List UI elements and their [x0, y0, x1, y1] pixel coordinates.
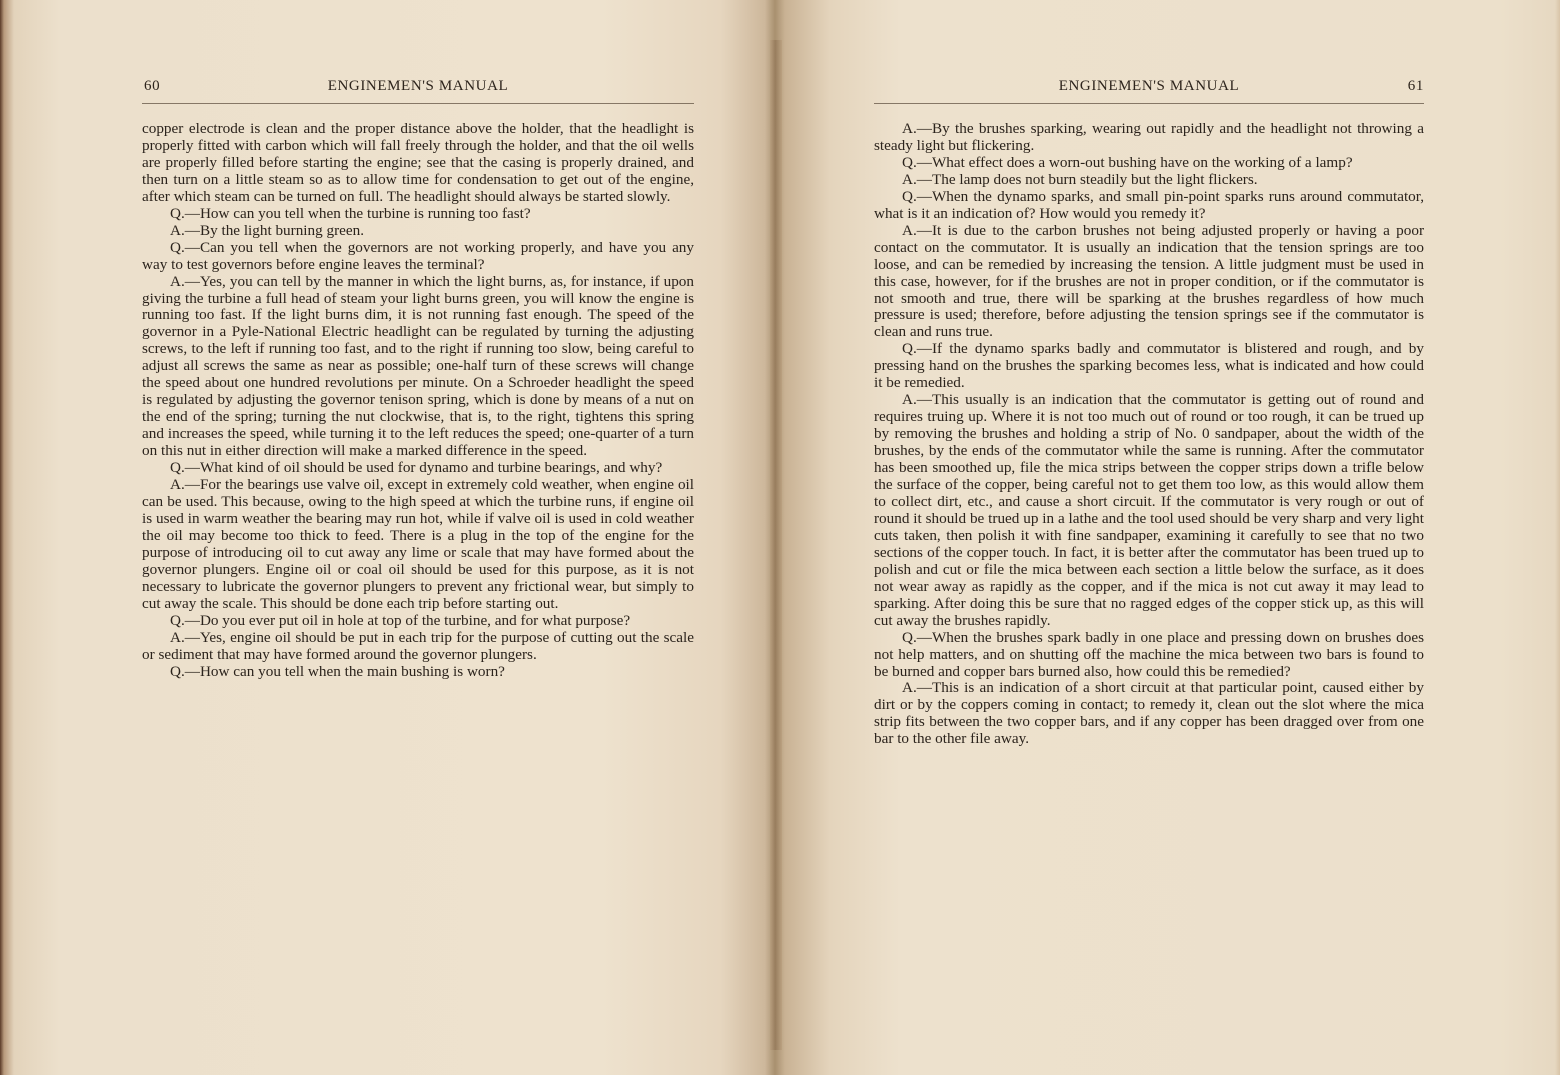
question: Q.—When the dynamo sparks, and small pin-point sparks runs around commutator, what is it an indication of? How would you remedy it?	[874, 187, 1424, 222]
page-number: 60	[144, 78, 161, 94]
question: Q.—How can you tell when the turbine is running too fast?	[170, 204, 531, 222]
left-page-body	[142, 121, 694, 680]
question: Q.—If the dynamo sparks badly and commutator is blistered and rough, and by pressing hand on the brushes the sparking becomes less, what is indicated and how could it be remedied.	[874, 340, 1424, 392]
question: Q.—Can you tell when the governors are not working properly, and have you any way to test governors before engine leaves the terminal?	[142, 238, 694, 273]
answer: A.—It is due to the carbon brushes not being adjusted properly or having a poor contact on the commutator. It is usually an indication that the tension springs are too loose, and can be remedied by increasing the tension. A little judgment must be used in this case, however, for if the brushes are not in proper condition, or if the commutator is not smooth and true, there will be sparking at the brushes regardless of how much pressure is used; therefore, before adjusting the tension springs see if the commutator is clean and runs true.	[874, 221, 1424, 341]
right-page-header	[874, 78, 1424, 100]
running-head: ENGINEMEN'S MANUAL	[327, 78, 509, 94]
question: Q.—How can you tell when the main bushing is worn?	[170, 662, 505, 680]
left-page	[142, 0, 694, 1075]
answer: A.—This is an indication of a short circuit at that particular point, caused either by dirt or by the coppers coming in contact; to remedy it, clean out the slot where the mica strip fits between the two copper bars, and if any copper has been dragged over from one bar to the other file away.	[874, 679, 1424, 748]
book-gutter	[770, 40, 782, 1050]
answer: A.—The lamp does not burn steadily but the light flickers.	[902, 170, 1258, 188]
header-rule	[874, 103, 1424, 104]
question: Q.—What effect does a worn-out bushing have on the working of a lamp?	[902, 153, 1353, 171]
left-page-header	[142, 78, 694, 100]
running-head: ENGINEMEN'S MANUAL	[1058, 78, 1240, 94]
answer: A.—For the bearings use valve oil, except in extremely cold weather, when engine oil can be used. This because, owing to the high speed at which the turbine runs, if engine oil is used in warm weather the bearing may run hot, while if valve oil is used in cold weather the oil may become too thick to feed. There is a plug in the top of the engine for the purpose of introducing oil to cut away any lime or scale that may have formed about the governor plungers. Engine oil or coal oil should be used for this purpose, as it is not necessary to lubricate the governor plungers to prevent any frictional wear, but simply to cut away the scale. This should be done each trip before starting out.	[142, 476, 694, 612]
right-page-body	[874, 121, 1424, 748]
answer: A.—By the light burning green.	[170, 221, 365, 239]
answer: A.—Yes, engine oil should be put in each trip for the purpose of cutting out the scale or sediment that may have formed around the governor plungers.	[142, 628, 694, 663]
question: Q.—Do you ever put oil in hole at top of the turbine, and for what purpose?	[170, 611, 631, 629]
answer: A.—By the brushes sparking, wearing out rapidly and the headlight not throwing a steady light but flickering.	[874, 120, 1424, 154]
answer: A.—Yes, you can tell by the manner in which the light burns, as, for instance, if upon giving the turbine a full head of steam your light burns green, you will know the engine is running too fast. If the light burns dim, it is not running fast enough. The speed of the governor in a Pyle-National Electric headlight can be regulated by turning the adjusting screws, to the left if running too fast, and to the right if running too slow, being careful to adjust all screws the same as near as possible; one-half turn of these screws will change the speed about one hundred revolutions per minute. On a Schroeder headlight the speed is regulated by adjusting the governor tenison spring, which is done by means of a nut on the end of the spring; turning the nut clockwise, that is, to the right, tightens this spring and increases the speed, while turning it to the left reduces the speed; one-quarter of a turn on this nut in either direction will make a marked difference in the speed.	[142, 272, 694, 460]
right-page	[874, 0, 1424, 1075]
page-number: 61	[1407, 78, 1424, 94]
header-rule	[142, 103, 694, 104]
question: Q.—What kind of oil should be used for dynamo and turbine bearings, and why?	[170, 459, 663, 477]
question: Q.—When the brushes spark badly in one place and pressing down on brushes does not help matters, and on shutting off the machine the mica between two bars is found to be burned and copper bars burned also, how could this be remedied?	[874, 628, 1424, 680]
paragraph: copper electrode is clean and the proper distance above the holder, that the headlight is properly fitted with carbon which will fall freely through the holder, and that the oil wells are properly filled before starting the engine; see that the casing is properly drained, and then turn on a little steam so as to allow time for condensation to get out of the engine, after which steam can be turned on full. The headlight should always be started slowly.	[142, 120, 694, 205]
answer: A.—This usually is an indication that the commutator is getting out of round and requires truing up. Where it is not too much out of round or too rough, it can be trued up by removing the brushes and holding a strip of No. 0 sandpaper, about the width of the brushes, by the ends of the commutator while the same is running. After the commutator has been smoothed up, file the mica strips between the copper strips down a trifle below the surface of the copper, being careful not to get them too low, as this would allow them to collect dirt, etc., and cause a short circuit. If the commutator is very rough or out of round it should be trued up in a lathe and the tool used should be very sharp and very light cuts taken, then polish it with fine sandpaper, examining it carefully to see that no two sections of the copper touch. In fact, it is better after the commutator has been trued up to polish and cut or file the mica between each section a little below the surface, as it does not wear away as rapidly as the copper, and if the mica is not cut away it may lead to sparking. After doing this be sure that no ragged edges of the copper stick up, as this will cut away the brushes rapidly.	[874, 391, 1424, 629]
